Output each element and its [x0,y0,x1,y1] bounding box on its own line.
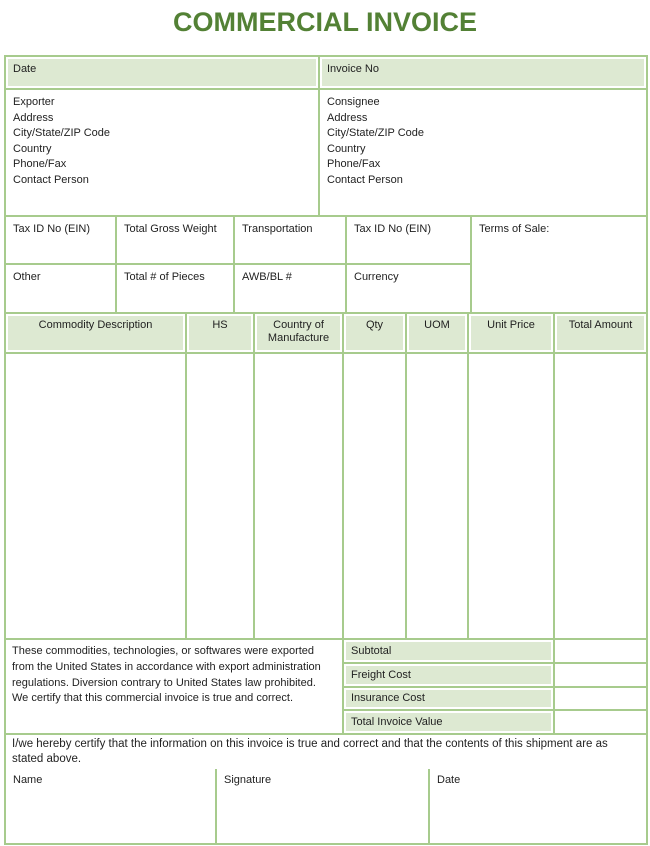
consignee-address-label: Address [327,111,368,124]
exporter-phone-label: Phone/Fax [13,158,67,170]
exporter-country-label: Country [13,142,52,155]
freight-cost-value-cell [555,664,646,686]
certification-statement: I/we hereby certify that the information on this invoice is true and correct and that the contents of this shipment are as stated above. [6,735,646,769]
consignee-tax-id-field: Tax ID No (EIN) [347,217,470,263]
consignee-block [320,90,646,215]
column-header-unit-price: Unit Price [469,314,553,352]
column-header-qty: Qty [344,314,405,352]
consignee-country-label: Country [327,142,366,155]
subtotal-label: Subtotal [344,640,553,662]
gross-weight-field: Total Gross Weight [117,217,233,263]
column-header-total-amount: Total Amount [555,314,646,352]
export-statement: These commodities, technologies, or softwares were exported from the United States in accordance with export administration regulations. Diversion contrary to United States law prohibited. We certify that this commercial invoice is true and correct. [6,640,342,733]
invoice-table [4,55,648,845]
items-body-hs-column [187,354,253,638]
exporter-label: Exporter [13,96,55,108]
name-field: Name [6,768,215,843]
column-header-hs: HS [187,314,253,352]
date-field: Date [6,57,318,88]
invoice-no-field: Invoice No [320,57,646,88]
total-pieces-field: Total # of Pieces [117,265,233,312]
items-body-qty-column [344,354,405,638]
currency-field: Currency [347,265,470,312]
certification-row [6,735,646,766]
subtotal-value-cell [555,640,646,662]
items-body-uom-column [407,354,467,638]
exporter-city-label: City/State/ZIP Code [13,127,111,139]
exporter-block [6,90,318,215]
items-body [6,354,646,638]
items-body-total-amount-column [555,354,646,638]
signature-field: Signature [217,768,428,843]
consignee-contact-label: Contact Person [327,173,403,186]
exporter-contact-label: Contact Person [13,173,89,186]
insurance-cost-label: Insurance Cost [344,688,553,710]
items-body-country-column [255,354,342,638]
other-field: Other [6,265,115,312]
exporter-address-label: Address [13,111,54,124]
insurance-cost-value-cell [555,688,646,710]
transportation-field: Transportation [235,217,345,263]
freight-cost-label: Freight Cost [344,664,553,686]
column-header-country-of-manufacture: Country of Manufacture [255,314,342,352]
consignee-city-label: City/State/ZIP Code [327,127,425,139]
column-header-commodity-description: Commodity Description [6,314,185,352]
totals-section [6,640,646,733]
shipment-details [6,217,646,312]
column-header-uom: UOM [407,314,467,352]
items-header-row [6,314,646,352]
date-signed-field: Date [430,768,646,843]
terms-of-sale-field: Terms of Sale: [472,217,646,312]
page-title: COMMERCIAL INVOICE [172,7,477,37]
parties-row [6,90,646,215]
total-invoice-value-cell [555,711,646,733]
consignee-label: Consignee [327,96,380,108]
tax-id-field: Tax ID No (EIN) [6,217,115,263]
awb-bl-field: AWB/BL # [235,265,345,312]
items-body-unit-price-column [469,354,553,638]
header-row [6,57,646,88]
signature-row [6,768,646,843]
total-invoice-value-label: Total Invoice Value [344,711,553,733]
items-body-commodity-description-column [6,354,185,638]
consignee-phone-label: Phone/Fax [327,158,381,170]
